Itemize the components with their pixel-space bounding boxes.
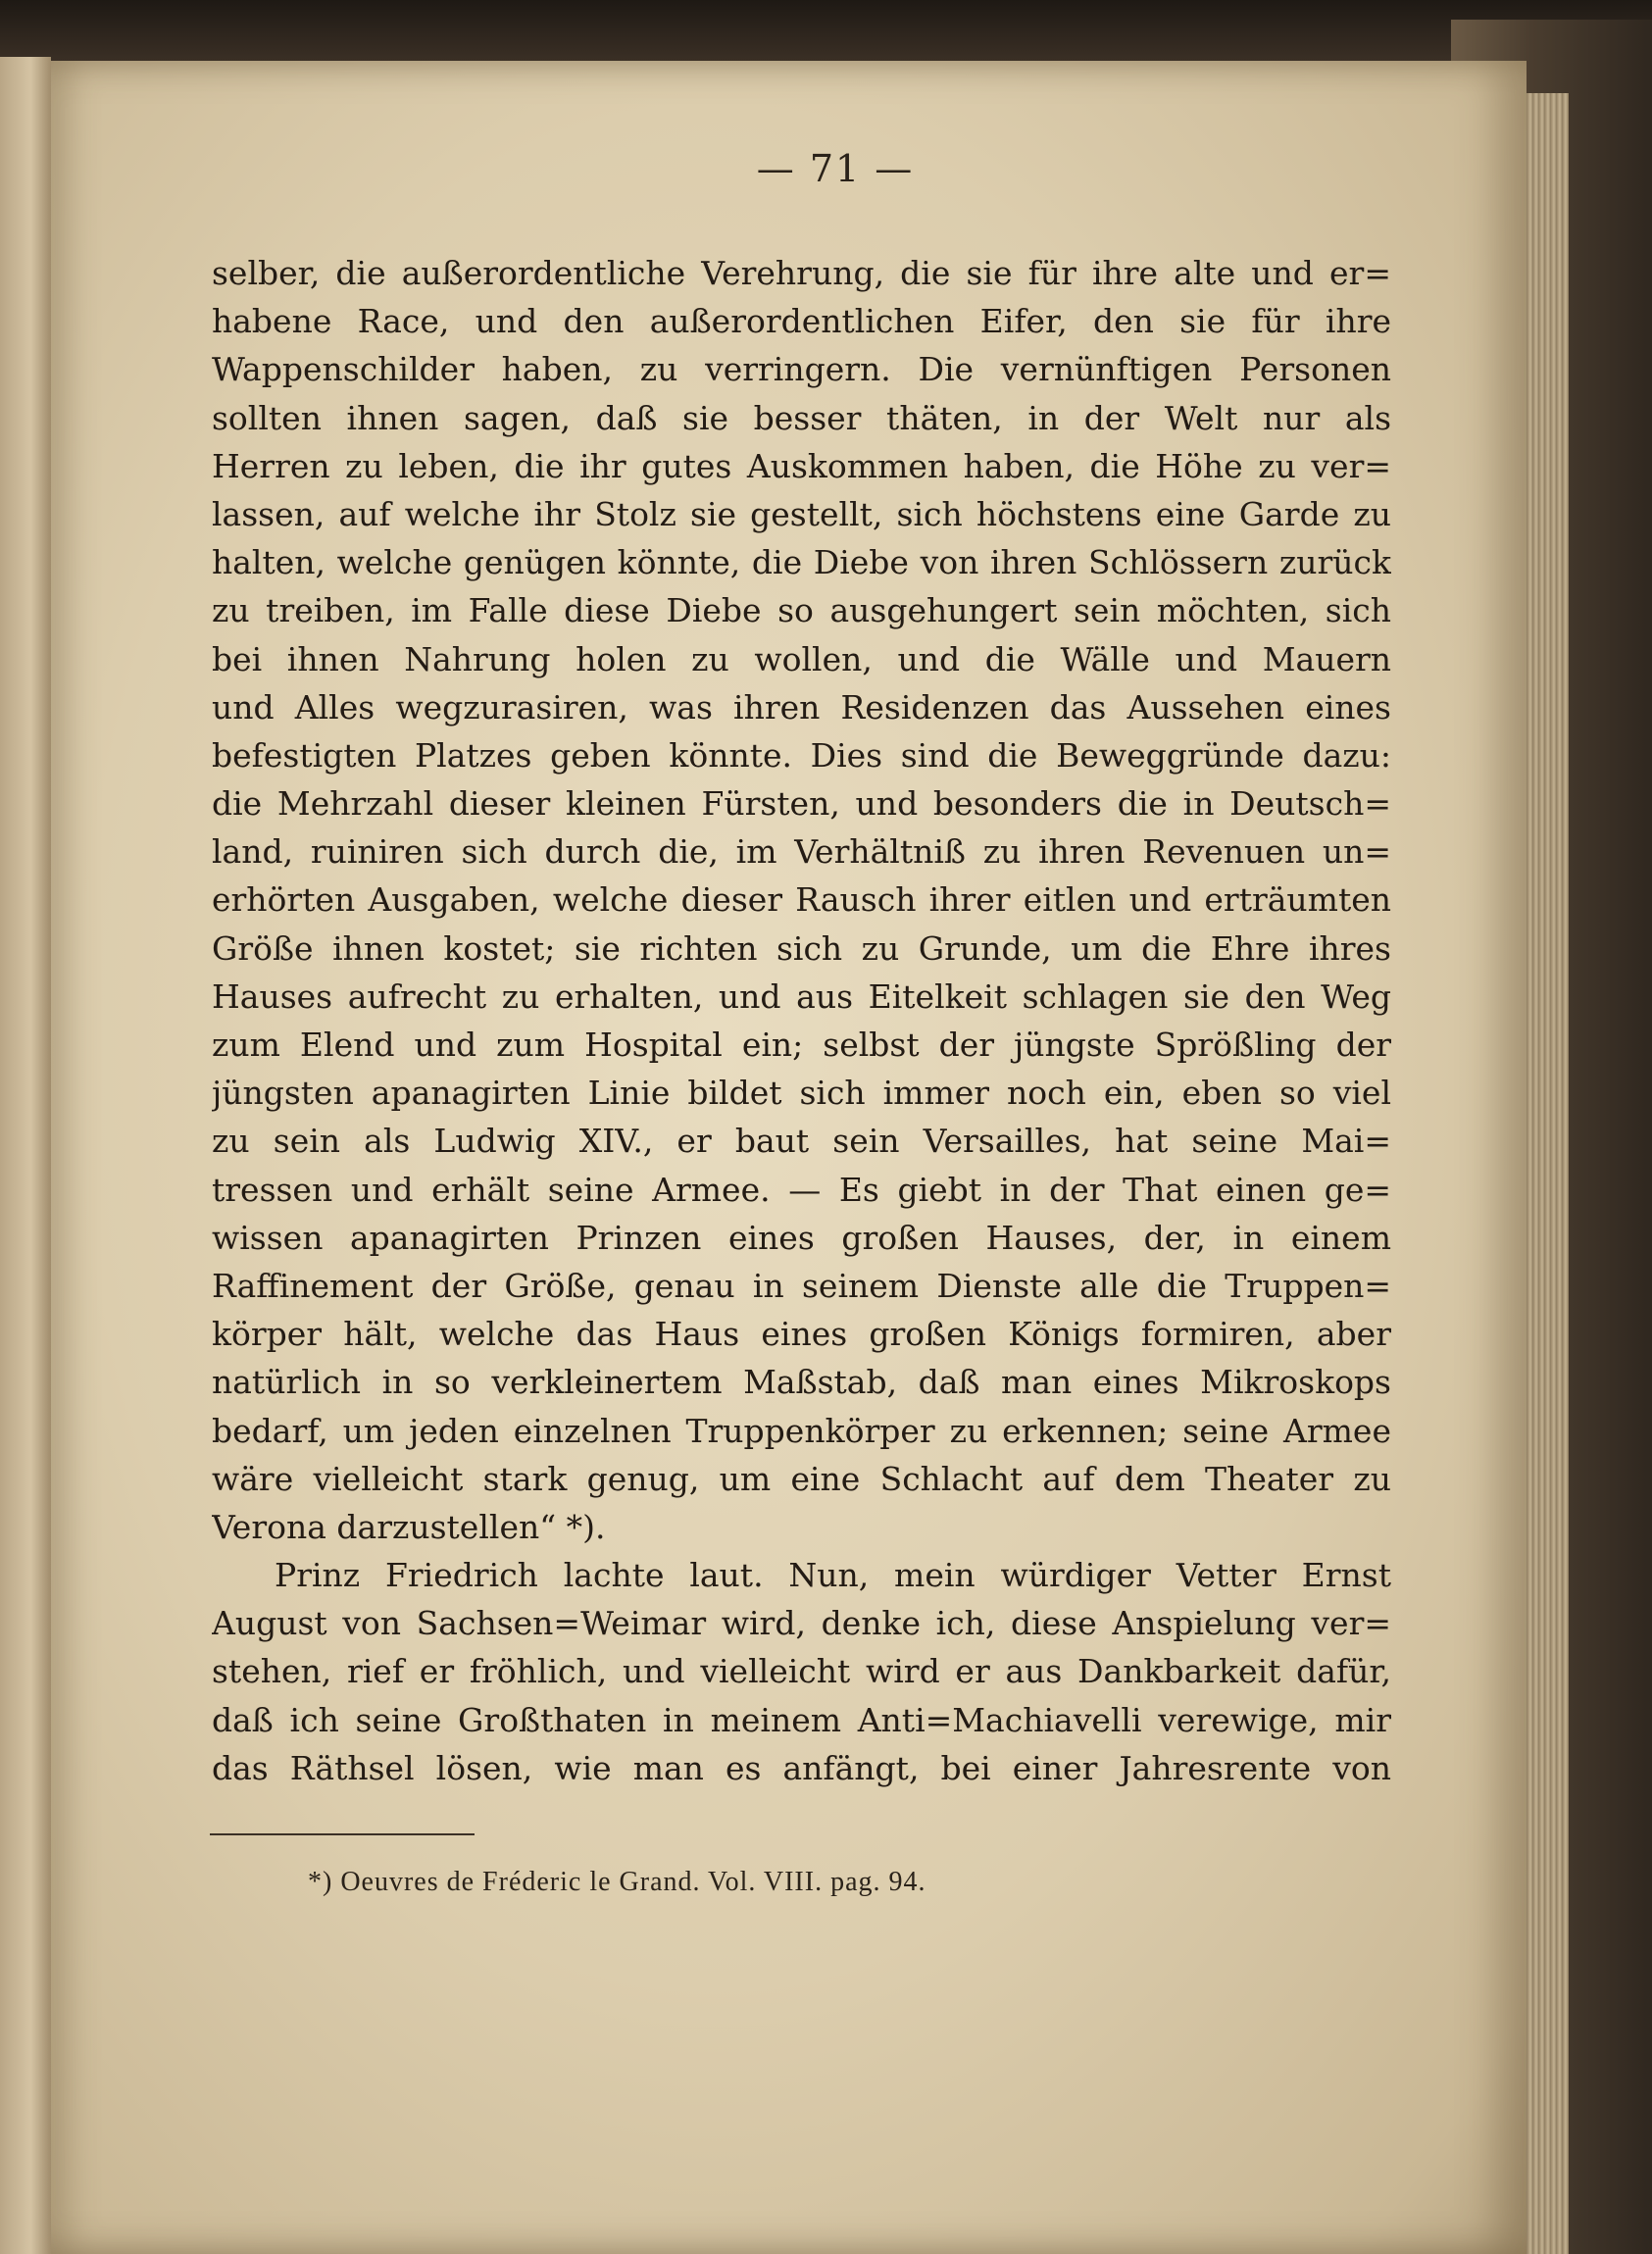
text-line: zum Elend und zum Hospital ein; selbst der jüngste Sprößling der [212, 1026, 1391, 1064]
text-line: Herren zu leben, die ihr gutes Auskommen haben, die Höhe zu ver= [212, 446, 1391, 485]
text-line: jüngsten apanagirten Linie bildet sich immer noch ein, eben so viel [212, 1074, 1391, 1113]
text-line: wäre vielleicht stark genug, um eine Schlacht auf dem Theater zu [212, 1459, 1391, 1498]
text-line: die Mehrzahl dieser kleinen Fürsten, und besonders die in Deutsch= [212, 784, 1391, 824]
text-line: sollten ihnen sagen, daß sie besser thäten, in der Welt nur als [212, 398, 1391, 437]
text-line: wissen apanagirten Prinzen eines großen Hauses, der, in einem [212, 1218, 1391, 1257]
text-line: zu sein als Ludwig XIV., er baut sein Versailles, hat seine Mai= [212, 1122, 1391, 1161]
page-number: — 71 — [756, 147, 915, 190]
text-line: selber, die außerordentliche Verehrung, die sie für ihre alte und er= [212, 254, 1391, 292]
text-line: August von Sachsen=Weimar wird, denke ich, diese Anspielung ver= [212, 1604, 1391, 1643]
text-line: bei ihnen Nahrung holen zu wollen, und die Wälle und Mauern [212, 639, 1391, 678]
scan-background [0, 0, 1652, 61]
facing-page-edge [0, 57, 51, 2254]
text-line: natürlich in so verkleinertem Maßstab, daß man eines Mikroskops [212, 1363, 1391, 1402]
text-line: daß ich seine Großthaten in meinem Anti=Machiavelli verewige, mir [212, 1700, 1391, 1739]
text-line: Wappenschilder haben, zu verringern. Die vernünftigen Personen [212, 350, 1391, 389]
text-line: Raffinement der Größe, genau in seinem Dienste alle die Truppen= [212, 1266, 1391, 1305]
text-line: Hauses aufrecht zu erhalten, und aus Eitelkeit schlagen sie den Weg [212, 977, 1391, 1016]
text-line: das Räthsel lösen, wie man es anfängt, bei einer Jahresrente von [212, 1748, 1391, 1787]
text-line: und Alles wegzurasiren, was ihren Residenzen das Aussehen eines [212, 687, 1391, 726]
text-line: befestigten Platzes geben könnte. Dies sind die Beweggründe dazu: [212, 735, 1391, 775]
text-line: Verona darzustellen“ *). [212, 1507, 606, 1546]
text-line: bedarf, um jeden einzelnen Truppenkörper zu erkennen; seine Armee [212, 1411, 1391, 1450]
text-line: Prinz Friedrich lachte laut. Nun, mein würdiger Vetter Ernst [275, 1556, 1391, 1595]
text-line: habene Race, und den außerordentlichen Eifer, den sie für ihre [212, 302, 1391, 341]
text-line: erhörten Ausgaben, welche dieser Rausch ihrer eitlen und erträumten [212, 880, 1391, 920]
footnote: *) Oeuvres de Fréderic le Grand. Vol. VIII. pag. 94. [308, 1867, 926, 1897]
text-line: Größe ihnen kostet; sie richten sich zu Grunde, um die Ehre ihres [212, 928, 1391, 968]
text-line: körper hält, welche das Haus eines großen Königs formiren, aber [212, 1315, 1391, 1354]
text-line: zu treiben, im Falle diese Diebe so ausgehungert sein möchten, sich [212, 591, 1391, 630]
text-line: stehen, rief er fröhlich, und vielleicht wird er aus Dankbarkeit dafür, [212, 1652, 1391, 1691]
text-line: halten, welche genügen könnte, die Diebe von ihren Schlössern zurück [212, 543, 1391, 582]
text-line: lassen, auf welche ihr Stolz sie gestellt, sich höchstens eine Garde zu [212, 494, 1391, 533]
body-text [212, 249, 1391, 1792]
text-line: tressen und erhält seine Armee. — Es giebt in der That einen ge= [212, 1170, 1391, 1209]
text-line: land, ruiniren sich durch die, im Verhältniß zu ihren Revenuen un= [212, 832, 1391, 872]
footnote-divider [210, 1833, 475, 1835]
page [51, 61, 1527, 2254]
